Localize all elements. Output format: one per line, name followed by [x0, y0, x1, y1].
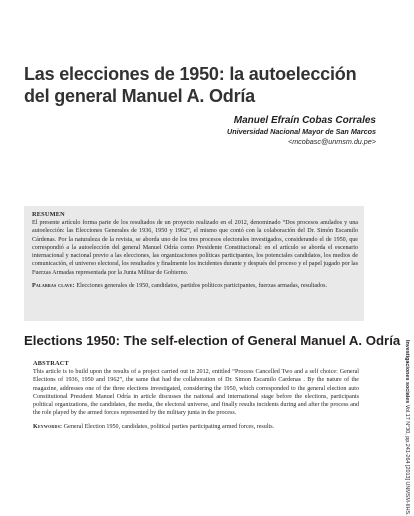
- author-block: [227, 114, 376, 147]
- journal-sidebar: [399, 340, 411, 516]
- abstract-heading: ABSTRACT: [33, 360, 69, 367]
- author-name: Manuel Efraín Cobas Corrales: [233, 115, 376, 126]
- journal-sidebar-text: [403, 340, 410, 516]
- resumen-box: [24, 206, 364, 321]
- abstract-keywords-label: Keywords:: [33, 423, 63, 430]
- resumen-body: El presente artículo forma parte de los resultados de un proyecto realizado en el 2012, denominado “Dos procesos anulados y una autoelección: las Elecciones Generales de 1936, 1950 y 1962”, el mismo que contó con la colaboración del Dr. Simón Escamilo Cárdenas. Por la naturaleza de la revista, se aborda uno de los tres procesos electorales investigados, considerando el de 1950, que correspondió a la autoelección del general Manuel Odría como Presidente Constitucional: en el artículo se aborda el escenario internacional y nacional previo a las elecciones, las organizaciones políticas participantes, los potenciales candidatos, los medios de comunicación, el universo electoral, los resultados y finalmente los incidentes durante y después del proceso y el papel jugado por las Fuerzas Armadas representada por la Junta Militar de Gobierno.: [32, 220, 358, 276]
- resumen-keywords-label: Palabras clave:: [32, 283, 75, 290]
- article-title: [24, 63, 357, 107]
- resumen-keywords: [32, 282, 358, 290]
- abstract-keywords-text: General Election 1950, candidates, political parties participating armed forces, results.: [63, 423, 275, 430]
- article-title-line-2: del general Manuel A. Odría: [24, 86, 255, 106]
- abstract-keywords: [33, 423, 359, 431]
- article-title-line-1: Las elecciones de 1950: la autoelección: [24, 64, 357, 84]
- journal-details: Vol.17 N°30, pp.241-264 [2013] UNMSM-IIHS.: [404, 404, 410, 516]
- abstract-block: [33, 360, 359, 431]
- english-title: Elections 1950: The self-election of General Manuel A. Odría: [24, 333, 401, 348]
- author-affiliation: Universidad Nacional Mayor de San Marcos: [227, 127, 376, 136]
- resumen-heading: RESUMEN: [32, 211, 65, 218]
- author-email: <mcobasc@unmsm.du.pe>: [288, 137, 376, 146]
- resumen-keywords-text: Elecciones generales de 1950, candidatos, partidos políticos participantes, fuerzas armadas, resultados.: [76, 283, 328, 290]
- resumen-content: [32, 211, 358, 290]
- journal-name: Investigaciones sociales: [404, 340, 410, 404]
- abstract-body: This article is to build upon the results of a project carried out in 2012, entitled “Process Cancelled Two and a self choice: General Elections of 1936, 1950 and 1962”, the same that had the collaboration of Dr. Simon Escamilo Cardenas . By the nature of the magazine, addresses one of the three elections investigated, considering the 1950, which corresponded to the general election auto Constitutional President Manuel Odría in article discusses the national and international stage before the elections, participants political organizations, the candidates, the media, the electoral universe, and finally results incidents during and after the process and the role played by the armed forces represented by the military junta in the process.: [33, 369, 359, 417]
